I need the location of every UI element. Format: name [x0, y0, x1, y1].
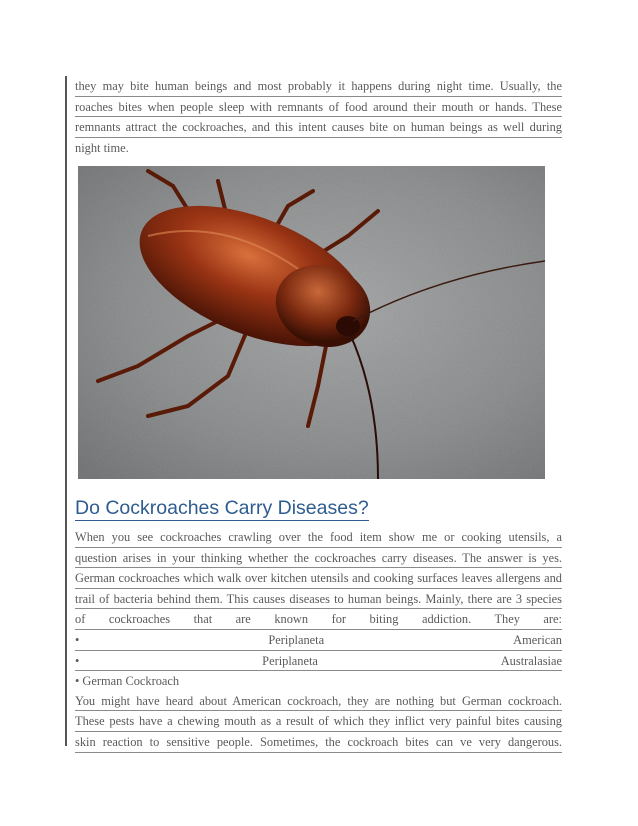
species-row	[75, 630, 562, 651]
section-line: of cockroaches that are known for biting addiction. They are:	[75, 609, 562, 630]
cockroach-photo	[78, 166, 545, 479]
bullet: •	[75, 632, 80, 647]
section-line: You might have heard about American cockroach, they are nothing but German cockroach.	[75, 691, 562, 712]
intro-line: remnants attract the cockroaches, and this intent causes bite on human beings as well during	[75, 117, 562, 138]
intro-line: roaches bites when people sleep with remnants of food around their mouth or hands. These	[75, 97, 562, 118]
species-genus: Periplaneta	[268, 632, 325, 647]
section-line: When you see cockroaches crawling over the food item show me or cooking utensils, a	[75, 527, 562, 548]
intro-line: they may bite human beings and most probably it happens during night time. Usually, the	[75, 76, 562, 97]
section-paragraph	[75, 527, 562, 753]
section-line: German cockroaches which walk over kitchen utensils and cooking surfaces leaves allergens and	[75, 568, 562, 589]
section-line: skin reaction to sensitive people. Sometimes, the cockroach bites can ve very dangerous.	[75, 732, 562, 753]
cockroach-image	[78, 166, 545, 479]
section-line: question arises in your thinking whether the cockroaches carry diseases. The answer is yes.	[75, 548, 562, 569]
species-name: American	[513, 632, 562, 647]
left-margin-bar	[65, 76, 67, 746]
bullet: •	[75, 653, 80, 668]
section-heading: Do Cockroaches Carry Diseases?	[75, 497, 369, 519]
intro-paragraph	[75, 76, 562, 157]
species-name: Australasiae	[500, 653, 562, 668]
species-genus: Periplaneta	[262, 653, 318, 668]
intro-line: night time.	[75, 138, 562, 158]
species-row	[75, 651, 562, 672]
section-line: trail of bacteria behind them. This causes diseases to human beings. Mainly, there are 3 species	[75, 589, 562, 610]
species-row: • German Cockroach	[75, 671, 562, 691]
section-line: These pests have a chewing mouth as a result of which they inflict very painful bites causing	[75, 711, 562, 732]
